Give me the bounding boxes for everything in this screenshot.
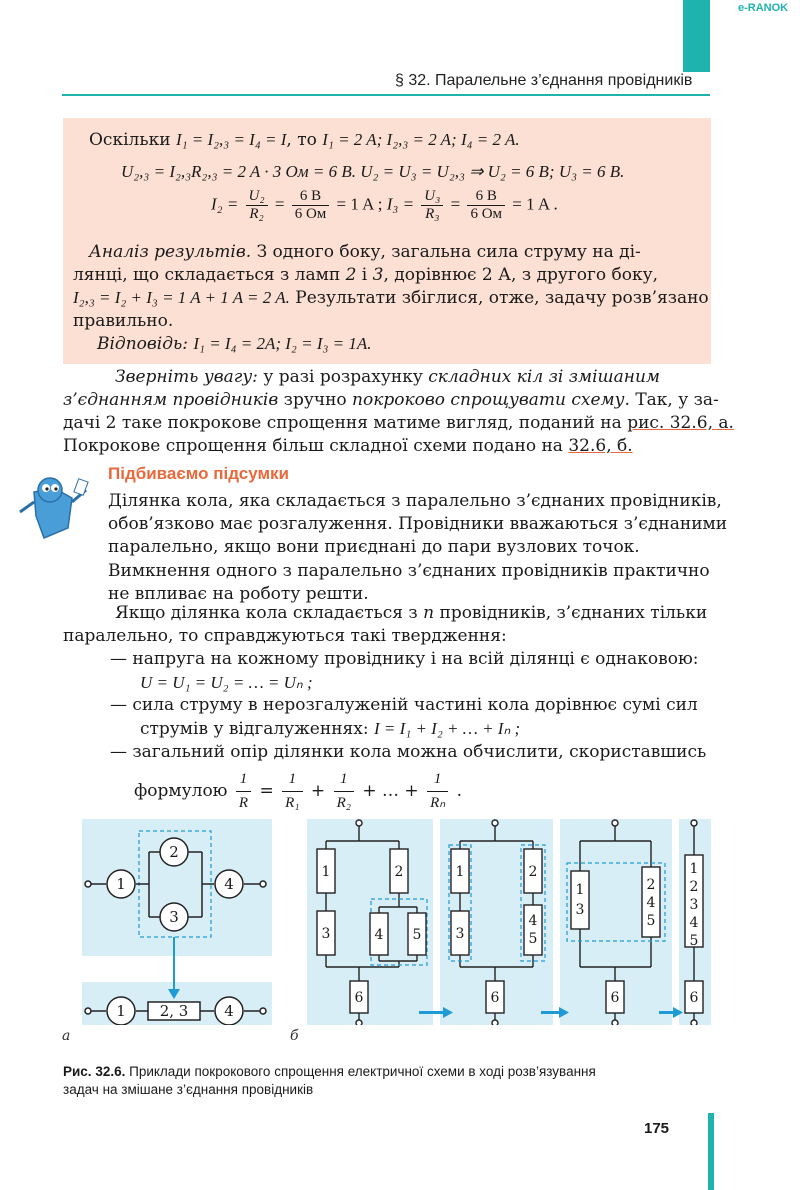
summary-paragraph-3: Якщо ділянка кола складається з n провідників, з’єднаних тільки паралельно, то справджуються такі твердження: [63,603,708,646]
fraction-6v-6ohm-2: $\frac{6 B}{6 Ом}$ [467,188,505,223]
bullet-voltage: — напруга на кожному провіднику і на всій ділянці є однаковою: [110,649,699,669]
figure-link-a[interactable]: рис. 32.6, а. [627,413,734,433]
answer-line: Відповідь: I₁ = I₄ = 2А; I₂ = I₃ = 1А. [97,334,372,354]
header-divider [62,94,710,96]
svg-text:2: 2 [646,877,656,893]
svg-text:3: 3 [455,926,465,942]
svg-text:4: 4 [689,915,699,931]
brand-logo: e-RANOK [738,2,789,14]
svg-text:1: 1 [455,864,465,880]
svg-text:1: 1 [689,861,699,877]
figure-caption: Рис. 32.6. Приклади покрокового спрощення електричної схеми в ході розв’язування задач на змішане з’єднання провідників [63,1064,596,1097]
analysis-line-4: правильно. [73,311,174,331]
example-line-2: U₂,₃ = I₂,₃R₂,₃ = 2 A · 3 Ом = 6 B. U₂ = U₃ = U₂,₃ ⇒ U₂ = 6 B; U₃ = 6 B. [121,162,625,181]
svg-text:4: 4 [224,1002,234,1020]
formula-voltage: U = U₁ = U₂ = … = Uₙ ; [140,673,313,692]
svg-text:2: 2 [689,879,699,895]
page-edge-bar [708,1113,714,1190]
svg-text:1: 1 [116,1002,126,1020]
summary-paragraph-1: Ділянка кола, яка складається з паралельно з’єднаних провідників, обов’язково має розгалуження. Провідники вважаються з’єднаними паралельно, якщо вони приєднані до пари вузлових точок. [108,491,728,557]
summary-title: Підбиваємо підсумки [108,464,289,483]
top-tab [683,0,710,72]
svg-text:6: 6 [610,990,620,1006]
svg-text:5: 5 [412,927,422,943]
bullet-resistance: — загальний опір ділянки кола можна обчислити, скориставшись [110,742,707,762]
svg-text:6: 6 [689,990,699,1006]
analysis-line-1: Аналіз результів. З одного боку, загальна сила струму на ді- [89,242,641,262]
bullet-current: — сила струму в нерозгалуженій частині кола дорівнює сумі сил [110,695,698,715]
figure-b-label: б [290,1028,299,1044]
svg-text:6: 6 [354,990,364,1006]
formula-resistance: формулою $\frac{1}{R}$ = $\frac{1}{\text{R₁}}$ + $\frac{1}{\text{R₂}}$ + … + $\frac{1}{\text{Rₙ}}$ . [110,768,714,815]
summary-bullets: — напруга на кожному провіднику і на всій ділянці є однаковою: U = U₁ = U₂ = … = Uₙ ; — сила струму в нерозгалуженій частині кола дорівнює сумі сил струмів у відгалуженнях: I = I₁ + I₂ + … + Iₙ ; — загальний опір ділянки кола можна обчислити, скориставшись формулою $\frac{1}{R}$ = $\frac{1}{\text{R₁}}$ + $\frac{1}{\text{R₂}}$ + … + $\frac{1}{\text{Rₙ}}$ . [110,648,714,815]
svg-text:3: 3 [575,902,585,918]
svg-text:2, 3: 2, 3 [159,1002,189,1020]
svg-text:4: 4 [374,927,384,943]
fraction-u2-r2: $\frac{\text{U₂}}{\text{R₂}}$ [246,188,268,223]
svg-text:2: 2 [394,864,404,880]
figure-a-label: а [62,1028,71,1044]
svg-text:5: 5 [528,931,538,947]
example-line-1: Оскільки I₁ = I₂,₃ = I₄ = I, то I₁ = 2 A; I₂,₃ = 2 A; I₄ = 2 A. [89,130,520,150]
svg-text:3: 3 [321,926,331,942]
svg-text:1: 1 [575,882,585,898]
svg-text:4: 4 [646,895,656,911]
svg-text:1: 1 [116,875,126,893]
svg-text:2: 2 [169,843,179,861]
summary-paragraph-2: Вимкнення одного з паралельно з’єднаних провідників практично не впливає на роботу решти. [108,561,710,604]
svg-text:5: 5 [689,933,699,949]
svg-text:6: 6 [490,990,500,1006]
svg-text:4: 4 [528,913,538,929]
fraction-6v-6ohm: $\frac{6 B}{6 Ом}$ [292,188,330,223]
example-box [63,118,711,364]
analysis-line-3: I₂,₃ = I₂ + I₃ = 1 A + 1 A = 2 A. Результати збіглися, отже, задачу розв’язано [73,288,709,308]
page-number: 175 [644,1120,670,1137]
formula-current: I = I₁ + I₂ + … + Iₙ ; [373,719,521,738]
svg-text:1: 1 [321,864,331,880]
fraction-u3-r3: $\frac{\text{U₃}}{\text{R₃}}$ [421,188,443,223]
svg-text:5: 5 [646,913,656,929]
svg-text:3: 3 [169,908,179,926]
note-paragraph: Зверніть увагу: у разі розрахунку складних кіл зі змішаним з’єднанням провідників зручно покроково спрощувати схему. Так, у за- дачі 2 таке покрокове спрощення матиме вигляд, поданий на рис. 32.6, а. Покрокове спрощення більш складної схеми подано на 32.6, б. [63,367,734,456]
svg-text:3: 3 [689,897,699,913]
section-title: § 32. Паралельне з’єднання провідників [395,72,693,89]
svg-text:4: 4 [224,875,234,893]
svg-text:2: 2 [528,864,538,880]
mascot-icon [14,468,92,546]
analysis-line-2: лянці, що складається з ламп 2 і 3, дорівнює 2 А, з другого боку, [73,265,659,285]
figure-link-b[interactable]: 32.6, б. [568,436,633,456]
example-line-3: I₂ = $\frac{\text{U₂}}{\text{R₂}}$ = $\frac{6 B}{6 Ом}$ = 1 A ; I₃ = $\frac{\text{U₃}}{\text{R₃}}$ = $\frac{6 B}{6 Ом}$ = 1 A . [211,188,558,222]
figure-a-diagram [82,819,272,1025]
figure-b-diagram [307,819,711,1025]
